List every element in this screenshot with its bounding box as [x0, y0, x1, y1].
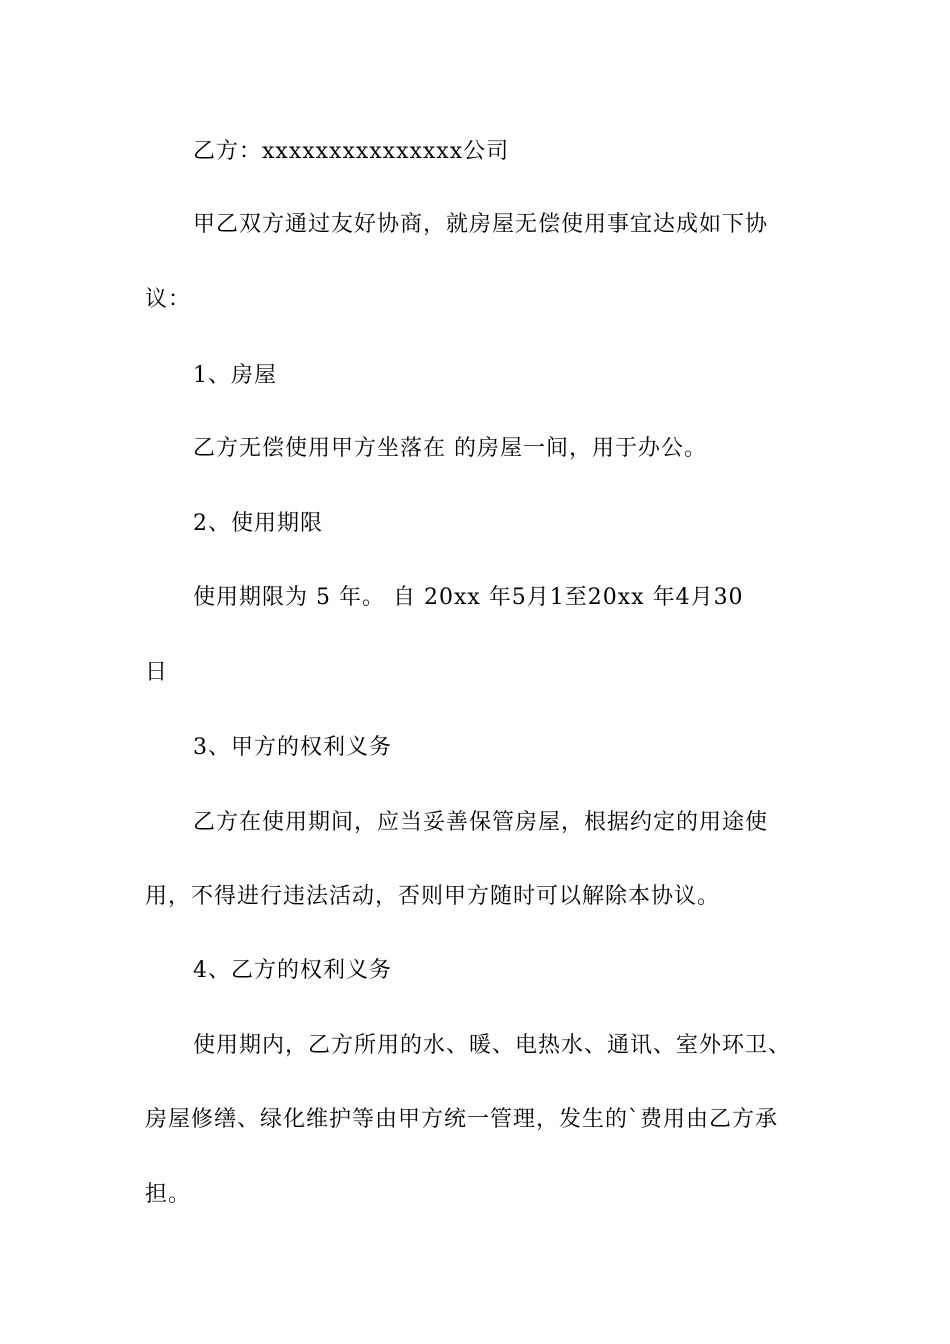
section-3-body-line-1: 乙方在使用期间，应当妥善保管房屋，根据约定的用途使: [193, 810, 769, 835]
section-2-heading: 2、使用期限: [193, 511, 323, 536]
intro-paragraph-line-1: 甲乙双方通过友好协商，就房屋无偿使用事宜达成如下协: [193, 212, 769, 237]
section-2-body-line-2: 日: [145, 660, 169, 685]
section-1-heading: 1、房屋: [193, 363, 277, 388]
section-1-body: 乙方无偿使用甲方坐落在 的房屋一间，用于办公。: [193, 436, 707, 461]
section-2-body-line-1: 使用期限为 5 年。 自 20xx 年5月1至20xx 年4月30: [193, 585, 744, 610]
section-4-heading: 4、乙方的权利义务: [193, 958, 392, 983]
intro-paragraph-line-2: 议：: [145, 287, 192, 312]
section-3-body-line-2: 用，不得进行违法活动，否则甲方随时可以解除本协议。: [145, 884, 721, 909]
party-b-line: 乙方：xxxxxxxxxxxxxxx公司: [193, 139, 510, 164]
section-4-body-line-2: 房屋修缮、绿化维护等由甲方统一管理，发生的`费用由乙方承: [145, 1107, 779, 1132]
section-4-body-line-3: 担。: [145, 1182, 192, 1207]
section-3-heading: 3、甲方的权利义务: [193, 735, 392, 760]
section-4-body-line-1: 使用期内，乙方所用的水、暖、电热水、通讯、室外环卫、: [193, 1033, 792, 1058]
